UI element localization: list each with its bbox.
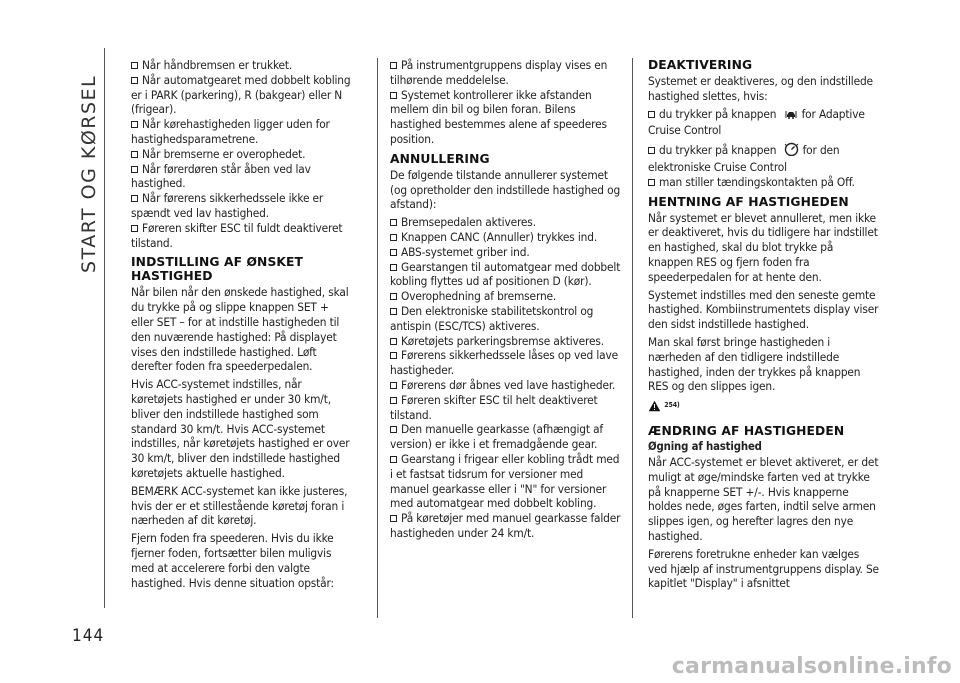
bullet-icon [131, 195, 138, 202]
bullet-icon [131, 62, 138, 69]
body-paragraph: Systemet indstilles med den seneste gemte hastighed. Kombiinstrumentets display viser den sidst indstillede hastighed. [648, 287, 879, 332]
list-item [390, 245, 622, 260]
warning-ref-number: 254) [664, 401, 680, 410]
list-item-text: ABS-systemet griber ind. [401, 244, 530, 259]
cruise-control-icon [784, 142, 799, 160]
bullet-icon [390, 515, 397, 522]
column-2 [390, 58, 622, 541]
body-paragraph: Når bilen når den ønskede hastighed, skal du trykke på og slippe knappen SET + eller SET – for at indstille hastigheden til den nuværende hastighed: På displayet vises den indstillede hastighed. Løft derefter foden fra speederpedalen. [131, 285, 349, 374]
list-item-text: Køretøjets parkeringsbremse aktiveres. [401, 333, 604, 348]
bullet-icon [131, 166, 138, 173]
list-item [648, 142, 880, 175]
list-item [390, 334, 622, 349]
list-item [390, 348, 622, 378]
list-item-text: Når kørehastigheden ligger uden for hastighedsparametrene. [131, 117, 330, 146]
list-item-text: Når førerdøren står åben ved lav hastighed. [131, 161, 311, 191]
list-item [131, 58, 353, 73]
list-item-text: Overophedning af bremserne. [401, 289, 557, 304]
bullet-list [390, 58, 622, 147]
section-heading: ÆNDRING AF HASTIGHEDEN [648, 424, 845, 439]
list-item [390, 511, 622, 541]
list-item-text: Når håndbremsen er trukket. [142, 58, 293, 72]
bullet-icon [390, 456, 397, 463]
list-item [131, 73, 353, 117]
warning-triangle-icon [648, 400, 661, 412]
list-item-text: Førerens dør åbnes ved lave hastigheder. [401, 377, 616, 392]
list-item [390, 260, 622, 290]
list-item [648, 175, 880, 190]
list-item [390, 230, 622, 245]
bullet-icon [648, 111, 655, 118]
list-item [390, 289, 622, 304]
section-title: START OG KØRSEL [78, 74, 100, 273]
list-item [648, 107, 880, 139]
list-item-text: Når automatgearet med dobbelt kobling er i PARK (parkering), R (bakgear) eller N (frigear). [131, 72, 351, 117]
bullet-list [390, 215, 622, 541]
subheading: Øgning af hastighed [648, 440, 762, 454]
body-paragraph: Når ACC-systemet er blevet aktiveret, er det muligt at øge/mindske farten ved at trykke på knapperne SET +/-. Hvis knapperne holdes nede, øges farten, indtil selve armen slippes igen, og herefter lagres den nye hastighed. [648, 455, 879, 544]
bullet-icon [390, 426, 397, 433]
column-divider-1 [377, 58, 378, 618]
bullet-icon [390, 264, 397, 271]
list-item-text: Føreren skifter ESC til helt deaktiveret tilstand. [390, 392, 598, 422]
list-item-text: På instrumentgruppens display vises en tilhørende meddelelse. [390, 58, 608, 87]
body-text [648, 455, 880, 591]
bullet-icon [390, 62, 397, 69]
list-item [131, 147, 353, 162]
list-item-text: du trykker på knappen [659, 143, 777, 158]
section-heading: DEAKTIVERING [648, 58, 753, 72]
body-paragraph: Man skal først bringe hastigheden i nærheden af den tidligere indstillede hastighed, inden der trykkes på knappen RES og den slippes igen. [648, 334, 861, 394]
page-number: 144 [72, 626, 105, 646]
bullet-icon [390, 219, 397, 226]
list-item [131, 191, 353, 221]
section-heading: HENTNING AF HASTIGHEDEN [648, 194, 849, 209]
bullet-icon [131, 121, 138, 128]
list-item [131, 221, 353, 251]
list-item-text: Gearstangen til automatgear med dobbelt kobling flyttes ud af positionen D (kør). [390, 259, 621, 289]
bullet-icon [648, 147, 655, 154]
section-heading: ANNULLERING [390, 151, 490, 166]
section-heading: INDSTILLING AF ØNSKET HASTIGHED [131, 255, 304, 284]
list-item-text: Den manuelle gearkasse (afhængigt af version) er ikke i et fremadgående gear. [390, 422, 604, 452]
column-divider-2 [632, 58, 633, 618]
bullet-list [131, 58, 353, 250]
bullet-icon [390, 382, 397, 389]
body-paragraph: Fjern foden fra speederen. Hvis du ikke fjerner foden, fortsætter bilen muligvis med at accelerere forbi den valgte hastighed. Hvis denne situation opstår: [131, 531, 334, 590]
list-item-text: man stiller tændingskontakten på Off. [659, 174, 855, 189]
adaptive-cruise-control-icon [784, 109, 798, 124]
bullet-icon [131, 77, 138, 84]
list-item [131, 162, 353, 192]
warning-reference [648, 398, 680, 413]
list-item [390, 215, 622, 230]
list-item-text: du trykker på knappen [659, 106, 777, 121]
bullet-icon [131, 225, 138, 232]
bullet-icon [648, 179, 655, 186]
list-item-text: Når bremserne er overophedet. [142, 146, 306, 161]
bullet-icon [390, 397, 397, 404]
bullet-icon [390, 308, 397, 315]
list-item-text: Gearstang i frigear eller kobling trådt med i et fastsat tidsrum for versioner med manuel gearkasse eller i "N" for versioner med automatgear med dobbelt kobling. [390, 451, 620, 511]
list-item [390, 452, 622, 511]
body-paragraph: Systemet er deaktiveres, og den indstillede hastighed slettes, hvis: [648, 74, 873, 103]
bullet-icon [390, 234, 397, 241]
list-item-text: På køretøjer med manuel gearkasse falder hastigheden under 24 km/t. [390, 511, 621, 540]
body-paragraph: De følgende tilstande annullerer systemet (og opretholder den indstillede hastighed og afstand): [390, 167, 621, 212]
body-paragraph: Førerens foretrukne enheder kan vælges ved hjælp af instrumentgruppens display. Se kapitlet "Display" i afsnittet [648, 546, 879, 591]
bullet-icon [390, 338, 397, 345]
bullet-icon [390, 293, 397, 300]
body-paragraph: BEMÆRK ACC-systemet kan ikke justeres, hvis der er et stillestående køretøj foran i nærheden af dit køretøj. [131, 483, 348, 528]
list-item [390, 304, 622, 334]
list-item-text: Føreren skifter ESC til fuldt deaktiveret tilstand. [131, 220, 343, 250]
list-item-text: Systemet kontrollerer ikke afstanden mellem din bil og bilen foran. Bilens hastighed bestemmes alene af speederes position. [390, 87, 607, 146]
bullet-icon [131, 151, 138, 158]
list-item-text: Bremsepedalen aktiveres. [401, 215, 536, 230]
list-item-text: Knappen CANC (Annuller) trykkes ind. [401, 229, 598, 244]
list-item [390, 378, 622, 393]
list-item [390, 393, 622, 423]
bullet-icon [390, 249, 397, 256]
bullet-icon [390, 352, 397, 359]
list-item-text: Førerens sikkerhedssele låses op ved lave hastigheder. [390, 348, 619, 378]
bullet-icon [390, 92, 397, 99]
list-item [390, 58, 622, 88]
list-item [390, 422, 622, 452]
column-3 [648, 58, 880, 594]
body-paragraph: Når systemet er blevet annulleret, men ikke er deaktiveret, hvis du tidligere har indstillet en hastighed, skal du blot trykke på knappen RES og fjern foden fra speederpedalen for at hente den. [648, 210, 878, 284]
section-divider [104, 48, 105, 608]
column-1 [131, 58, 353, 593]
list-item-text: for Adaptive Cruise Control [648, 106, 865, 138]
list-item-text: for den elektroniske Cruise Control [648, 143, 840, 174]
watermark: carmanualsonline.info [671, 654, 952, 679]
list-item-text: Når førerens sikkerhedssele ikke er spændt ved lav hastighed. [131, 191, 324, 220]
list-item [390, 88, 622, 147]
body-text [131, 285, 353, 590]
body-text [648, 211, 880, 395]
list-item-text: Den elektroniske stabilitetskontrol og antispin (ESC/TCS) aktiveres. [390, 303, 594, 333]
body-paragraph: Hvis ACC-systemet indstilles, når køretøjets hastighed er under 30 km/t, bliver den indstillede hastighed som standard 30 km/t. Hvis ACC-systemet indstilles, når køretøjets hastighed er over 30 km/t, bliver den indstillede hastighed køretøjets aktuelle hastighed. [131, 377, 350, 480]
list-item [131, 117, 353, 147]
